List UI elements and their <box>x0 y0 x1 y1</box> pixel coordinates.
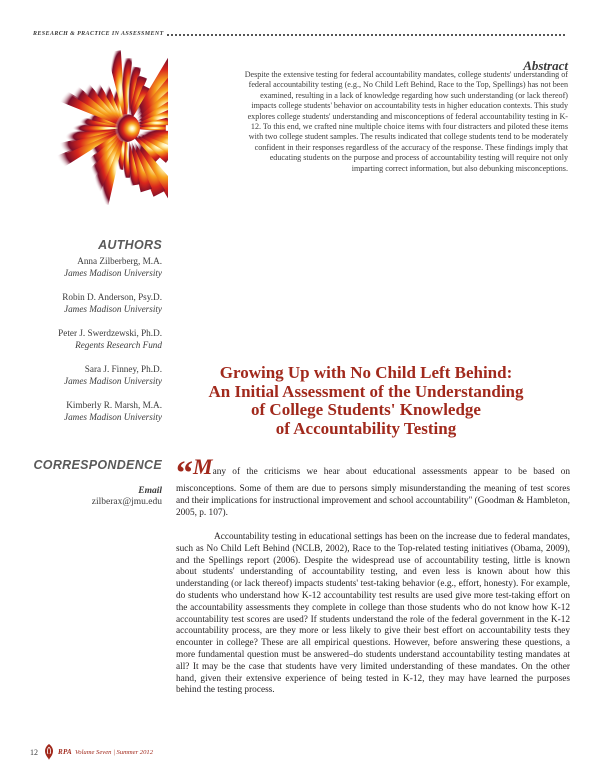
article-title <box>165 364 567 438</box>
author-affiliation: James Madison University <box>64 304 162 314</box>
correspondence-heading: CORRESPONDENCE <box>33 458 162 472</box>
author-entry <box>30 327 162 351</box>
author-entry <box>30 363 162 387</box>
authors-heading: AUTHORS <box>98 238 162 252</box>
quote-initial: M <box>193 454 213 479</box>
author-name: Robin D. Anderson, Psy.D. <box>62 292 162 302</box>
abstract-heading: Abstract <box>523 58 568 73</box>
issue-info: Volume Seven | Summer 2012 <box>75 748 153 756</box>
section-label: RESEARCH & PRACTICE IN ASSESSMENT <box>33 31 164 37</box>
authors-block <box>30 238 162 423</box>
burst-core <box>112 114 140 142</box>
author-name: Kimberly R. Marsh, M.A. <box>66 400 162 410</box>
correspondence-block <box>30 458 162 509</box>
rpa-logo-icon <box>42 743 56 761</box>
author-entry <box>30 399 162 423</box>
author-affiliation: James Madison University <box>64 412 162 422</box>
logo-text: RPA <box>58 748 72 756</box>
author-affiliation: James Madison University <box>64 376 162 386</box>
body-paragraph: Accountability testing in educational settings has been on the increase due to federal mandates, such as No Child Left Behind (NCLB, 2002), Race to the Top-related testing initiatives (Obama, 2009), and the Spellings report (2006). Despite the widespread use of accountability testing, little is known about students' understanding of accountability testing, and even less is known about how this understanding (or lack thereof) impacts students' test-taking behavior (e.g., effort, honesty). For example, do students who understand how K-12 accountability test results are used give more test-taking effort on the accountability assessments they complete in college than those students who do not know how K-12 accountability test scores are used? If students understand the role of the federal government in the K-12 accountability process, are they more or less likely to give their best effort on accountability tests they encounter in college? These are all empirical questions. However, before answering these questions, a more fundamental question must be answered–do students understand accountability testing mandates at all? It may be the case that students have very limited understanding of these mandates. On the other hand, given their extensive experience of being tested in K-12, they may have learned the purposes behind the testing process. <box>176 532 570 696</box>
section-header <box>33 28 565 40</box>
dotted-rule <box>167 34 565 36</box>
email-label: Email <box>138 486 162 496</box>
authors-list <box>30 255 162 423</box>
abstract-body: Despite the extensive testing for federal accountability mandates, college students' understanding of federal accountability testing (e.g., No Child Left Behind, Race to the Top, Spellings) has not been examined, resulting in a lack of knowledge regarding how such understanding (or lack thereof) impacts college students' behavior on accountability tests in higher education contexts. This study explores college students' understanding and misconceptions of federal accountability testing in K-12. To this end, we crafted nine multiple choice items with four distracters and piloted these items with two college student samples. The results indicated that college students tend to be moderately confident in their responses regardless of the accuracy of the response. These findings imply that educating students on the purpose and process of accountability testing will require not only imparting correct information, but also debunking misconceptions. <box>244 70 568 173</box>
opening-quote <box>176 454 570 519</box>
author-name: Sara J. Finney, Ph.D. <box>84 364 162 374</box>
page-number: 12 <box>30 747 38 757</box>
title-line: Growing Up with No Child Left Behind: <box>219 363 513 382</box>
author-name: Anna Zilberberg, M.A. <box>77 256 162 266</box>
author-entry <box>30 291 162 315</box>
quote-mark: “ <box>176 455 193 492</box>
quote-text: any of the criticisms we hear about educational assessments appear to be based on misconceptions. Some of them are due to persons simply misunderstanding the meaning of test scores and their implications for instructional improvement and school accountability" (Goodman & Hambleton, 2005, p. 107). <box>176 467 570 518</box>
author-entry <box>30 255 162 279</box>
author-affiliation: James Madison University <box>64 268 162 278</box>
decorative-burst-graphic <box>18 40 168 210</box>
title-line: An Initial Assessment of the Understanding <box>208 381 524 401</box>
page-footer <box>30 742 330 762</box>
title-line: of Accountability Testing <box>275 418 457 438</box>
title-line: of College Students' Knowledge <box>251 400 481 420</box>
email-link[interactable]: zilberax@jmu.edu <box>91 497 162 507</box>
author-affiliation: Regents Research Fund <box>75 340 162 350</box>
author-name: Peter J. Swerdzewski, Ph.D. <box>58 328 162 338</box>
